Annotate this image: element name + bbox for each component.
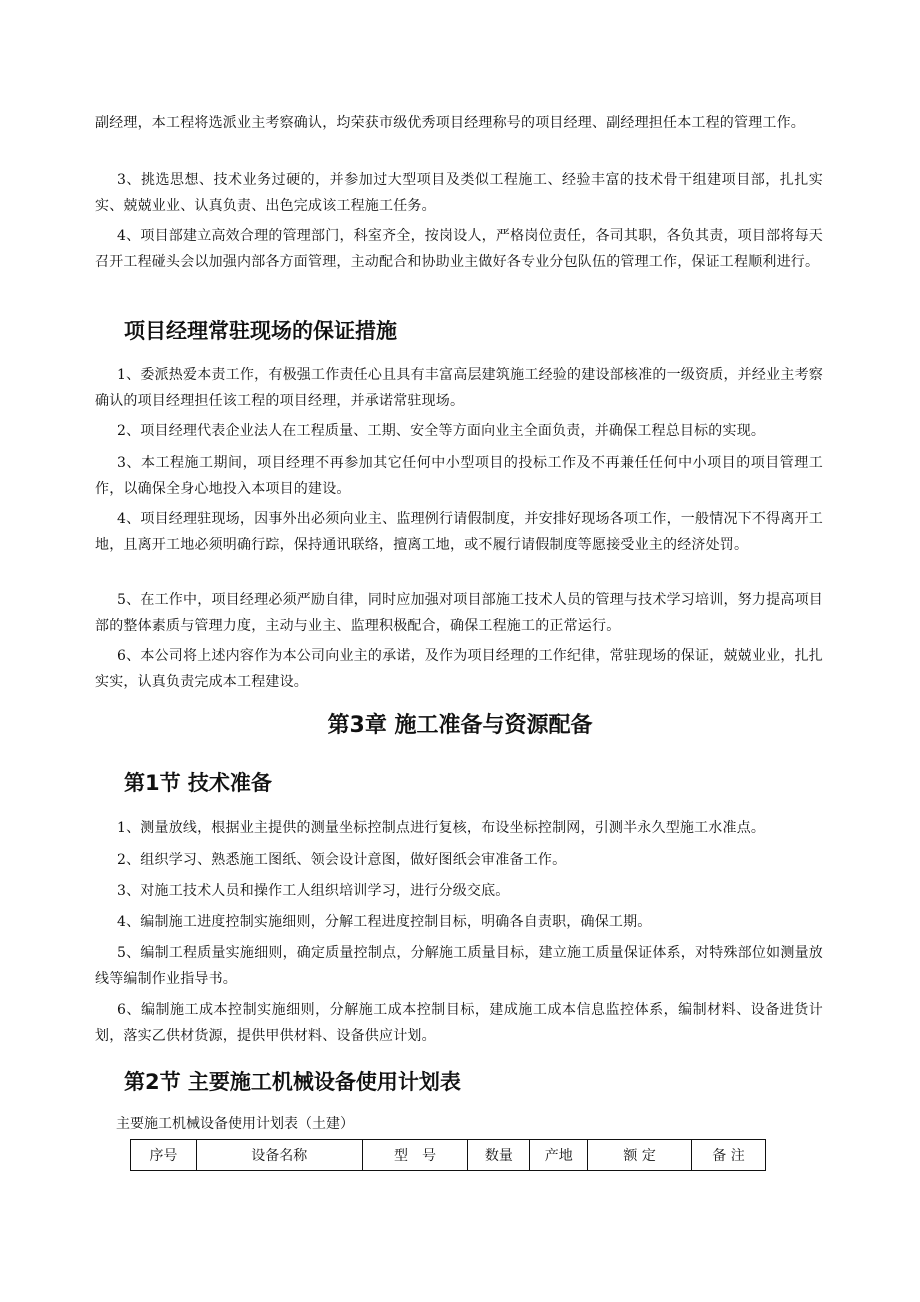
col-header-remarks: 备 注 bbox=[692, 1140, 766, 1171]
paragraph-item-4: 4、项目部建立高效合理的管理部门，科室齐全，按岗设人，严格岗位责任，各司其职，各负其责，项目部将每天召开工程碰头会以加强内部各方面管理，主动配合和协助业主做好各专业分包队伍的管理工作，保证工程顺利进行。 bbox=[95, 228, 823, 270]
equipment-table bbox=[130, 1139, 766, 1171]
tech-item-6: 6、编制施工成本控制实施细则，分解施工成本控制目标，建成施工成本信息监控体系，编制材料、设备进货计划，落实乙供材货源，提供甲供材料、设备供应计划。 bbox=[95, 1002, 823, 1044]
col-header-model: 型 号 bbox=[362, 1140, 468, 1171]
manager-item-4: 4、项目经理驻现场，因事外出必须向业主、监理例行请假制度，并安排好现场各项工作，一般情况下不得离开工地，且离开工地必须明确行踪，保持通讯联络，擅离工地，或不履行请假制度等愿接受业主的经济处罚。 bbox=[95, 511, 823, 553]
col-header-rated: 额 定 bbox=[588, 1140, 692, 1171]
col-header-equipment-name: 设备名称 bbox=[196, 1140, 362, 1171]
paragraph-item-3: 3、挑选思想、技术业务过硬的，并参加过大型项目及类似工程施工、经验丰富的技术骨干组建项目部，扎扎实实、兢兢业业、认真负责、出色完成该工程施工任务。 bbox=[95, 172, 823, 214]
section2-heading: 第2节 主要施工机械设备使用计划表 bbox=[124, 1070, 461, 1094]
tech-item-3: 3、对施工技术人员和操作工人组织培训学习，进行分级交底。 bbox=[117, 883, 510, 899]
manager-item-3: 3、本工程施工期间，项目经理不再参加其它任何中小型项目的投标工作及不再兼任任何中小项目的项目管理工作，以确保全身心地投入本项目的建设。 bbox=[95, 455, 823, 497]
tech-item-1: 1、测量放线，根据业主提供的测量坐标控制点进行复核，布设坐标控制网，引测半永久型施工水准点。 bbox=[117, 820, 766, 836]
manager-item-6: 6、本公司将上述内容作为本公司向业主的承诺，及作为项目经理的工作纪律，常驻现场的保证，兢兢业业，扎扎实实，认真负责完成本工程建设。 bbox=[95, 648, 823, 690]
chapter-heading: 第3章 施工准备与资源配备 bbox=[327, 713, 593, 738]
col-header-quantity: 数量 bbox=[468, 1140, 530, 1171]
section1-heading: 第1节 技术准备 bbox=[124, 771, 272, 795]
table-caption: 主要施工机械设备使用计划表（土建） bbox=[116, 1116, 354, 1132]
table-header-row bbox=[131, 1140, 766, 1171]
section-heading-manager: 项目经理常驻现场的保证措施 bbox=[124, 319, 397, 343]
tech-item-4: 4、编制施工进度控制实施细则，分解工程进度控制目标，明确各自责职，确保工期。 bbox=[117, 914, 652, 930]
tech-item-5: 5、编制工程质量实施细则，确定质量控制点，分解施工质量目标，建立施工质量保证体系，对特殊部位如测量放线等编制作业指导书。 bbox=[95, 945, 823, 987]
manager-item-5: 5、在工作中，项目经理必须严励自律，同时应加强对项目部施工技术人员的管理与技术学习培训，努力提高项目部的整体素质与管理力度，主动与业主、监理积极配合，确保工程施工的正常运行。 bbox=[95, 592, 823, 634]
col-header-origin: 产地 bbox=[530, 1140, 588, 1171]
manager-item-1: 1、委派热爱本责工作，有极强工作责任心且具有丰富高层建筑施工经验的建设部核准的一级资质，并经业主考察确认的项目经理担任该工程的项目经理，并承诺常驻现场。 bbox=[95, 367, 823, 409]
tech-item-2: 2、组织学习、熟悉施工图纸、领会设计意图，做好图纸会审准备工作。 bbox=[117, 852, 567, 868]
paragraph-continued: 副经理，本工程将选派业主考察确认，均荣获市级优秀项目经理称号的项目经理、副经理担任本工程的管理工作。 bbox=[95, 115, 805, 131]
col-header-index: 序号 bbox=[131, 1140, 197, 1171]
manager-item-2: 2、项目经理代表企业法人在工程质量、工期、安全等方面向业主全面负责，并确保工程总目标的实现。 bbox=[117, 423, 766, 439]
